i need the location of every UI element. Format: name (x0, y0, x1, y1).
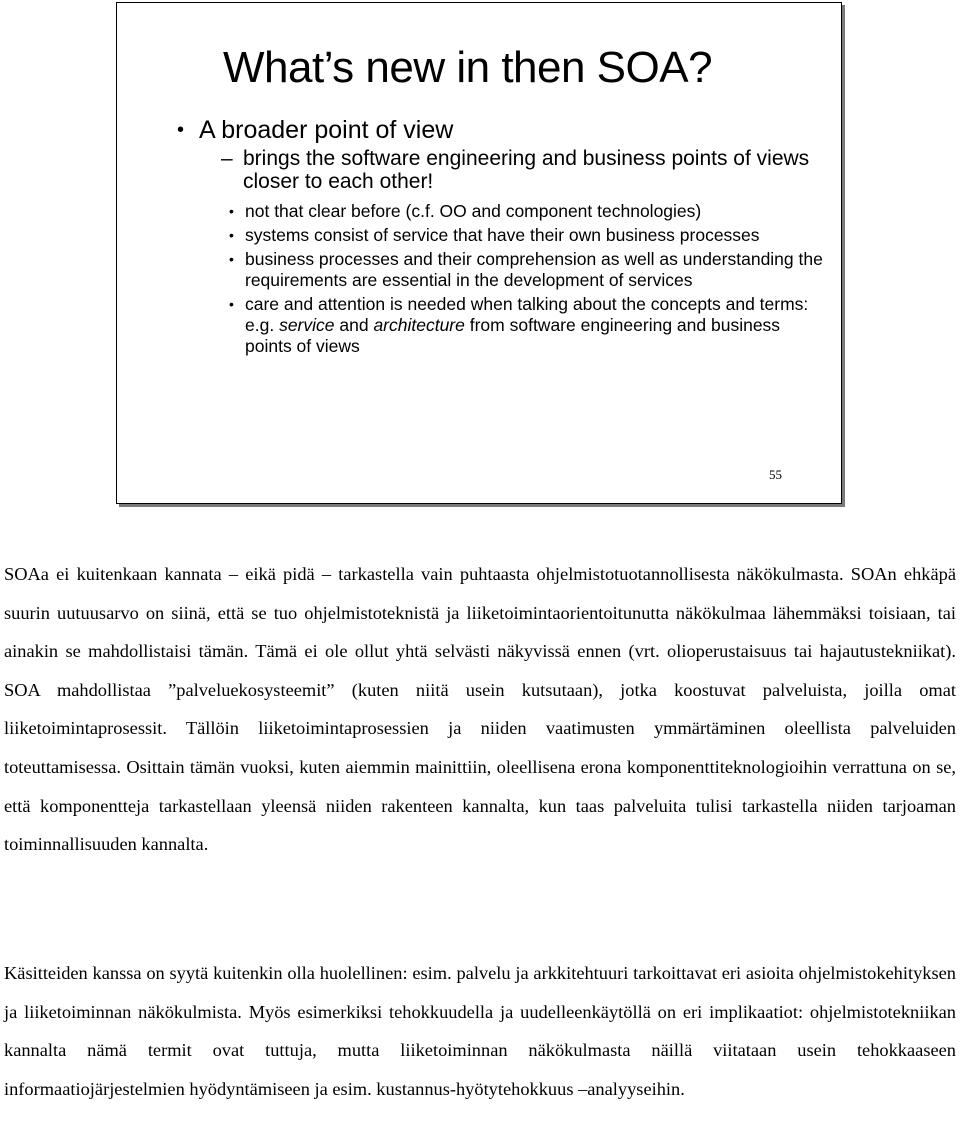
term-architecture: architecture (373, 315, 465, 335)
bullet-level1-text: A broader point of view (199, 116, 454, 144)
bullet-icon: • (229, 296, 234, 312)
bullet-icon: • (229, 251, 234, 267)
list-item-text: systems consist of service that have their own business processes (245, 225, 760, 245)
slide-page-number: 55 (769, 467, 782, 482)
bullet-level3-list (229, 201, 829, 360)
list-item-text-before: care and attention is needed when talking about the concepts and terms: e.g. (245, 294, 809, 335)
list-item-text-after: from software engineering and business points of views (245, 315, 781, 356)
list-item-text: not that clear before (c.f. OO and component technologies) (245, 201, 702, 221)
slide (116, 2, 842, 504)
term-service: service (279, 315, 335, 335)
body-paragraph: SOAa ei kuitenkaan kannata – eikä pidä – tarkastella vain puhtaasta ohjelmistotuotannollisesta näkökulmasta. SOAn ehkäpä suurin uutuusarvo on siinä, että se tuo ohjelmistoteknistä ja liiketoimintaorientoitunutta näkökulmaa lähemmäksi toisiaan, tai ainakin se mahdollistaisi tämän. Tämä ei ole ollut yhtä selvästi näkyvissä ennen (vrt. olioperustaisuus tai hajautustekniikat). SOA mahdollistaa ”palveluekosysteemit” (kuten niitä usein kutsutaan), jotka koostuvat palveluista, joilla omat liiketoimintaprosessit. Tällöin liiketoimintaprosessien ja niiden vaatimusten ymmärtäminen oleellista palveluiden toteuttamisessa. Osittain tämän vuoksi, kuten aiemmin mainittiin, oleellisena erona komponenttiteknologioihin verrattuna on se, että komponentteja tarkastellaan yleensä niiden rakenteen kannalta, kun taas palveluita tulisi tarkastella niiden tarjoaman toiminnallisuuden kannalta. (4, 564, 956, 855)
list-item (229, 225, 829, 246)
bullet-level2 (221, 147, 821, 193)
list-item (229, 294, 829, 357)
slide-title: What’s new in then SOA? (223, 43, 713, 92)
list-item-text: business processes and their comprehension as well as understanding the requirements are essential in the development of services (245, 249, 823, 290)
list-item-text-middle: and (334, 315, 374, 335)
bullet-level2-text: brings the software engineering and business points of views closer to each other! (243, 147, 810, 193)
bullet-icon: • (229, 203, 234, 219)
bullet-icon: • (229, 227, 234, 243)
list-item (229, 249, 829, 291)
bullet-icon: • (177, 119, 185, 141)
body-paragraph: Käsitteiden kanssa on syytä kuitenkin olla huolellinen: esim. palvelu ja arkkitehtuuri tarkoittavat eri asioita ohjelmistokehityksen ja liiketoiminnan näkökulmista. Myös esimerkiksi tehokkuudella ja uudelleenkäytöllä on eri implikaatiot: ohjelmistotekniikan kannalta nämä termit ovat tuttuja, mutta liiketoiminnan näkökulmasta näillä viitataan usein tehokkaaseen informaatiojärjestelmien hyödyntämiseen ja esim. kustannus-hyötytehokkuus –analyyseihin. (4, 963, 956, 1099)
dash-icon: – (221, 147, 233, 170)
list-item (229, 201, 829, 222)
